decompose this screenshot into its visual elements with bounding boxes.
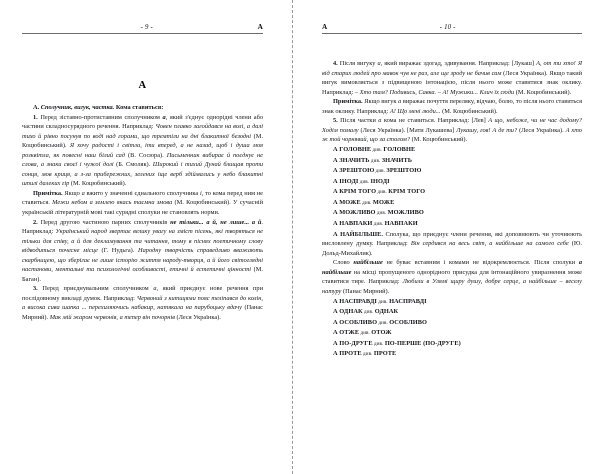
cross-reference-list-bottom <box>322 297 582 361</box>
text-run: А НАЙБІЛЬШЕ. <box>333 230 383 238</box>
text-run: Сполука, що приєднує члени речення, які доповнюють чи уточнюють висловлену думку. Наприклад: <box>322 230 582 248</box>
paragraph-note-2 <box>322 97 582 116</box>
paragraph-naibilshe-definition <box>322 230 582 259</box>
text-run: Широкий і тихий Дунай блищав проти сонця, мов криця, а з-за прибережних, зелених іще верб здіймались у небо блакитні шпилі далеких гір <box>22 161 263 188</box>
text-run: кома не ставиться. Наприклад: [Лев] <box>381 117 489 125</box>
entry-headword: А КРІМ ТОГО <box>333 188 377 196</box>
text-run: (Г. Нудьга). <box>101 247 139 255</box>
entry-target[interactable]: ІНОДІ <box>370 177 390 185</box>
text-run: (М. Коцюбинський). <box>515 88 572 96</box>
text-run: а <box>377 60 381 67</box>
entry-headword: А МОЖЛИВО <box>333 209 376 217</box>
entry-target[interactable]: НАВПАКИ <box>384 220 418 228</box>
text-run: (М. Коцюбинський). <box>22 132 263 150</box>
text-run: Він сердився на весь світ, а найбільше на самого себе <box>410 240 572 248</box>
entry-target[interactable]: ЗНАЧИТЬ <box>381 156 412 164</box>
text-run: (М. Коцюбинський). У сучасній українській літературній мові такі сурядні сполуки не становлять норми. <box>22 199 263 217</box>
text-run: Мак мій жаром червонів, а тепер він почорнів <box>49 314 177 322</box>
entry-see-label: див. <box>361 351 374 358</box>
text-run: A. <box>33 104 41 111</box>
entry-headword: А НАВПАКИ <box>333 220 373 228</box>
right-page <box>300 0 600 474</box>
text-run: 3. <box>33 285 38 293</box>
entry-see-label: див. <box>360 199 373 206</box>
paragraph-rule-1 <box>22 113 263 189</box>
text-run: Червоний з китицями пояс теліпався до колін, а висока сива шапка ... перехиляючись набакир, натякала на парубоцьку вдачу <box>22 294 263 312</box>
entry-headword: А ЗНАЧИТЬ <box>333 156 370 164</box>
text-run: вжито у значенні єднального сполучника <box>84 189 200 197</box>
entry-see-label: див. <box>359 330 372 337</box>
entry-headword: А ЗРЕШТОЮ <box>333 167 375 175</box>
entry-see-label: див. <box>375 210 388 217</box>
text-run: Лукашу, гов! А де ти? <box>456 126 520 134</box>
text-run: (Панас Мирний). <box>342 287 390 295</box>
cross-reference-entry[interactable] <box>322 328 582 339</box>
text-run: і <box>199 189 202 197</box>
cross-reference-entry[interactable] <box>322 198 582 209</box>
text-run: а <box>378 117 382 125</box>
entry-target[interactable]: КРІМ ТОГО <box>388 188 426 196</box>
entry-headword: А ОТЖЕ <box>333 329 360 337</box>
text-run: А, от ти хто! Я від старих людей про мавок чув не раз, але ще зроду не бачив сам <box>322 60 582 77</box>
right-running-head-letter: A <box>322 23 328 31</box>
text-run: а <box>398 98 402 106</box>
text-run: (М. Коцюбинський). <box>70 180 127 188</box>
entry-headword: А ІНОДІ <box>333 177 359 185</box>
text-run: Слово <box>333 259 354 267</box>
entry-target[interactable]: ОСОБЛИВО <box>389 318 428 326</box>
text-run: (Леся Українка). Якщо такий вигук вимовляється з підвищеною інтонацією, після нього може ставитися знак оклику. Наприклад: <box>322 69 583 96</box>
entry-see-label: див. <box>369 157 382 164</box>
section-heading-letter: A <box>138 80 147 91</box>
entry-see-label: див. <box>372 221 385 228</box>
text-run: (Леся Українка). <box>519 126 566 134</box>
entry-headword: А ГОЛОВНЕ <box>333 145 372 153</box>
cross-reference-entry[interactable] <box>322 187 582 198</box>
text-run: , який з'єднує однорідні члени або частини складносурядного речення. Наприклад: <box>22 113 263 131</box>
entry-headword: А МОЖЕ <box>333 198 361 206</box>
text-run: Після частки <box>337 117 379 125</box>
text-run: Якщо <box>62 189 82 197</box>
left-running-head-letter: A <box>257 23 263 31</box>
left-page-body <box>22 103 263 323</box>
paragraph-rule-4 <box>322 59 582 97</box>
text-run: – Хто там? Подивись, Савка. – А! Мужики... Клич їх сюди <box>354 88 516 96</box>
entry-headword: А НАСПРАВДІ <box>333 297 377 305</box>
entry-target[interactable]: ПРОТЕ <box>373 350 397 358</box>
entry-headword: А ПО-ДРУГЕ <box>333 339 373 347</box>
entry-headword: А ОДНАК <box>333 308 363 316</box>
text-run: (Леся Українка). <box>176 314 221 322</box>
right-page-body <box>322 59 582 360</box>
left-running-head-rule <box>22 33 263 34</box>
text-run: 4. <box>333 60 338 67</box>
entry-see-label: див. <box>372 340 385 347</box>
paragraph-rule-3 <box>22 284 263 322</box>
text-run: Після вигуку <box>337 60 378 67</box>
entry-see-label: див. <box>377 319 390 326</box>
text-run: , який приєднує нове речення при послідовному викладі думок. Наприклад: <box>22 285 263 302</box>
entry-target[interactable]: НАСПРАВДІ <box>389 297 427 305</box>
entry-see-label: див. <box>362 309 375 316</box>
text-run: Перед другою частиною парних сполучників <box>37 218 171 226</box>
entry-target[interactable]: ОДНАК <box>374 308 399 316</box>
text-run: Письменник вибирає й поєднує не слова, а знаки своєї і чужої долі <box>22 151 264 169</box>
text-run: 2. <box>33 218 38 226</box>
entry-see-label: див. <box>374 168 387 175</box>
text-run: (Панас Мирний). <box>22 304 263 322</box>
text-run: Перед приєднувальним сполучником <box>37 285 154 293</box>
paragraph-naibilshe-usage <box>322 258 582 296</box>
paragraph-rule-5 <box>322 116 582 145</box>
text-run: 1. <box>33 113 38 121</box>
cross-reference-entry[interactable] <box>322 297 582 308</box>
text-run: Любили в Улямі щиру душу, добре серце, а найбільше – веселу натуру <box>322 278 582 295</box>
text-run: а найбільше <box>322 259 582 276</box>
text-run: найбільше <box>353 259 383 267</box>
text-run: А що, небоже, чи не час додому? Ходім помалу <box>322 117 582 134</box>
entry-target[interactable]: ПО-ПЕРШЕ (ПО-ДРУГЕ) <box>384 339 461 347</box>
entry-see-label: див. <box>376 189 389 196</box>
cross-reference-entry[interactable] <box>322 219 582 230</box>
entry-see-label: див. <box>358 178 371 185</box>
text-run: Кома ставиться: <box>114 104 164 111</box>
cross-reference-list-top <box>322 145 582 230</box>
paragraph-rule-2 <box>22 218 263 285</box>
cross-reference-entry[interactable] <box>322 307 582 318</box>
text-run: не тільки... а й, не лише... а й <box>170 218 262 226</box>
cross-reference-entry[interactable] <box>322 156 582 167</box>
right-page-folio: - 10 - <box>439 24 456 31</box>
paragraph-note-1 <box>22 189 263 218</box>
text-run: Перед зіставно-протиставним сполучником <box>37 113 163 121</box>
entry-target[interactable]: ОТОЖ <box>371 329 392 337</box>
text-run: (В. Сосюра). <box>128 151 167 159</box>
left-page-folio: - 9 - <box>140 24 153 31</box>
entry-target[interactable]: МОЖЕ <box>372 198 395 206</box>
right-running-head <box>322 20 582 46</box>
text-run: (Б. Смоляк). <box>116 161 153 169</box>
entry-target[interactable]: ЗРЕШТОЮ <box>386 167 422 175</box>
entry-headword: А ПРОТЕ <box>333 350 362 358</box>
text-run: а <box>162 113 166 121</box>
text-run: (Ю. Дольд-Михайлик). <box>322 240 582 257</box>
text-run: Я хочу радості і світла, іти вперед, а не назад, щоб і душа моя розквітла, як повесні наш білий сад <box>22 142 263 159</box>
page-gutter-divider <box>292 0 293 474</box>
cross-reference-entry[interactable] <box>322 208 582 219</box>
text-run: Український народ звертає велику увагу на зміст пісень, які творяться не тільки для співу, а й для декламування та читання, тому в піснях поетичному слову відводиться почесне місце <box>22 228 263 255</box>
cross-reference-entry[interactable] <box>322 166 582 177</box>
text-run: (М. Баган). <box>22 266 263 283</box>
text-run: Якщо вигук <box>362 98 399 106</box>
text-run: А хто ж той чорнявий, що за столом? <box>322 126 582 144</box>
text-run: Примітка. <box>33 189 63 197</box>
text-run: (Леся Українка). [Мати Лукашева] <box>360 126 457 134</box>
entry-headword: А ОСОБЛИВО <box>333 318 378 326</box>
right-running-head-rule <box>322 33 582 34</box>
text-run: 5. <box>333 117 338 125</box>
paragraph-intro <box>22 103 263 113</box>
text-run: не буває вставним і комами не відокремлюється. Після сполуки <box>382 259 579 267</box>
text-run: , який виражає здогад, здивування. Наприклад: [Лукаш] <box>380 60 537 67</box>
left-running-head <box>22 20 263 46</box>
text-run: Сполучник, вигук, частка. <box>40 104 115 111</box>
text-run: Народну творчість справедливо вважають скарбницею, що зберігає не лише історію життя народу-творця, а й його світоглядні настанови, ментальні та психологічні особливості, етичні й естетичні цінності <box>22 247 263 274</box>
left-page <box>0 0 285 474</box>
entry-target[interactable]: ГОЛОВНЕ <box>383 145 416 153</box>
entry-see-label: див. <box>376 298 390 305</box>
text-run: Примітка. <box>333 98 363 106</box>
text-run: (М. Коцюбинський). <box>411 136 468 144</box>
text-run: виражає почуття переляку, відчаю, болю, то після нього ставиться знак оклику. Наприклад: <box>322 98 582 115</box>
text-run: . Наприклад: <box>22 218 264 236</box>
cross-reference-entry[interactable] <box>322 349 582 360</box>
text-run: А! Що мені люди... <box>389 107 443 115</box>
text-run: а <box>81 189 85 197</box>
entry-see-label: див. <box>371 146 384 153</box>
cross-reference-entry[interactable] <box>322 339 582 350</box>
cross-reference-entry[interactable] <box>322 318 582 329</box>
cross-reference-entry[interactable] <box>322 177 582 188</box>
text-run: Човен плавко загойдався на волі, а далі тихо й рівно посунув по воді над горами, що тремтіли на дні блакитної безодні <box>22 123 263 140</box>
text-run: на місці пропущеного однорідного присудка для інтонаційного увиразнення може ставитися тире. Наприклад: <box>322 268 582 286</box>
text-run: Межи небом а землею якась таємна змова <box>52 199 175 207</box>
cross-reference-entry[interactable] <box>322 145 582 156</box>
text-run: , то кома перед ним не ставиться. <box>22 189 263 207</box>
text-run: а <box>153 285 157 293</box>
entry-target[interactable]: МОЖЛИВО <box>387 209 424 217</box>
text-run: (М. Коцюбинський). <box>442 107 498 115</box>
